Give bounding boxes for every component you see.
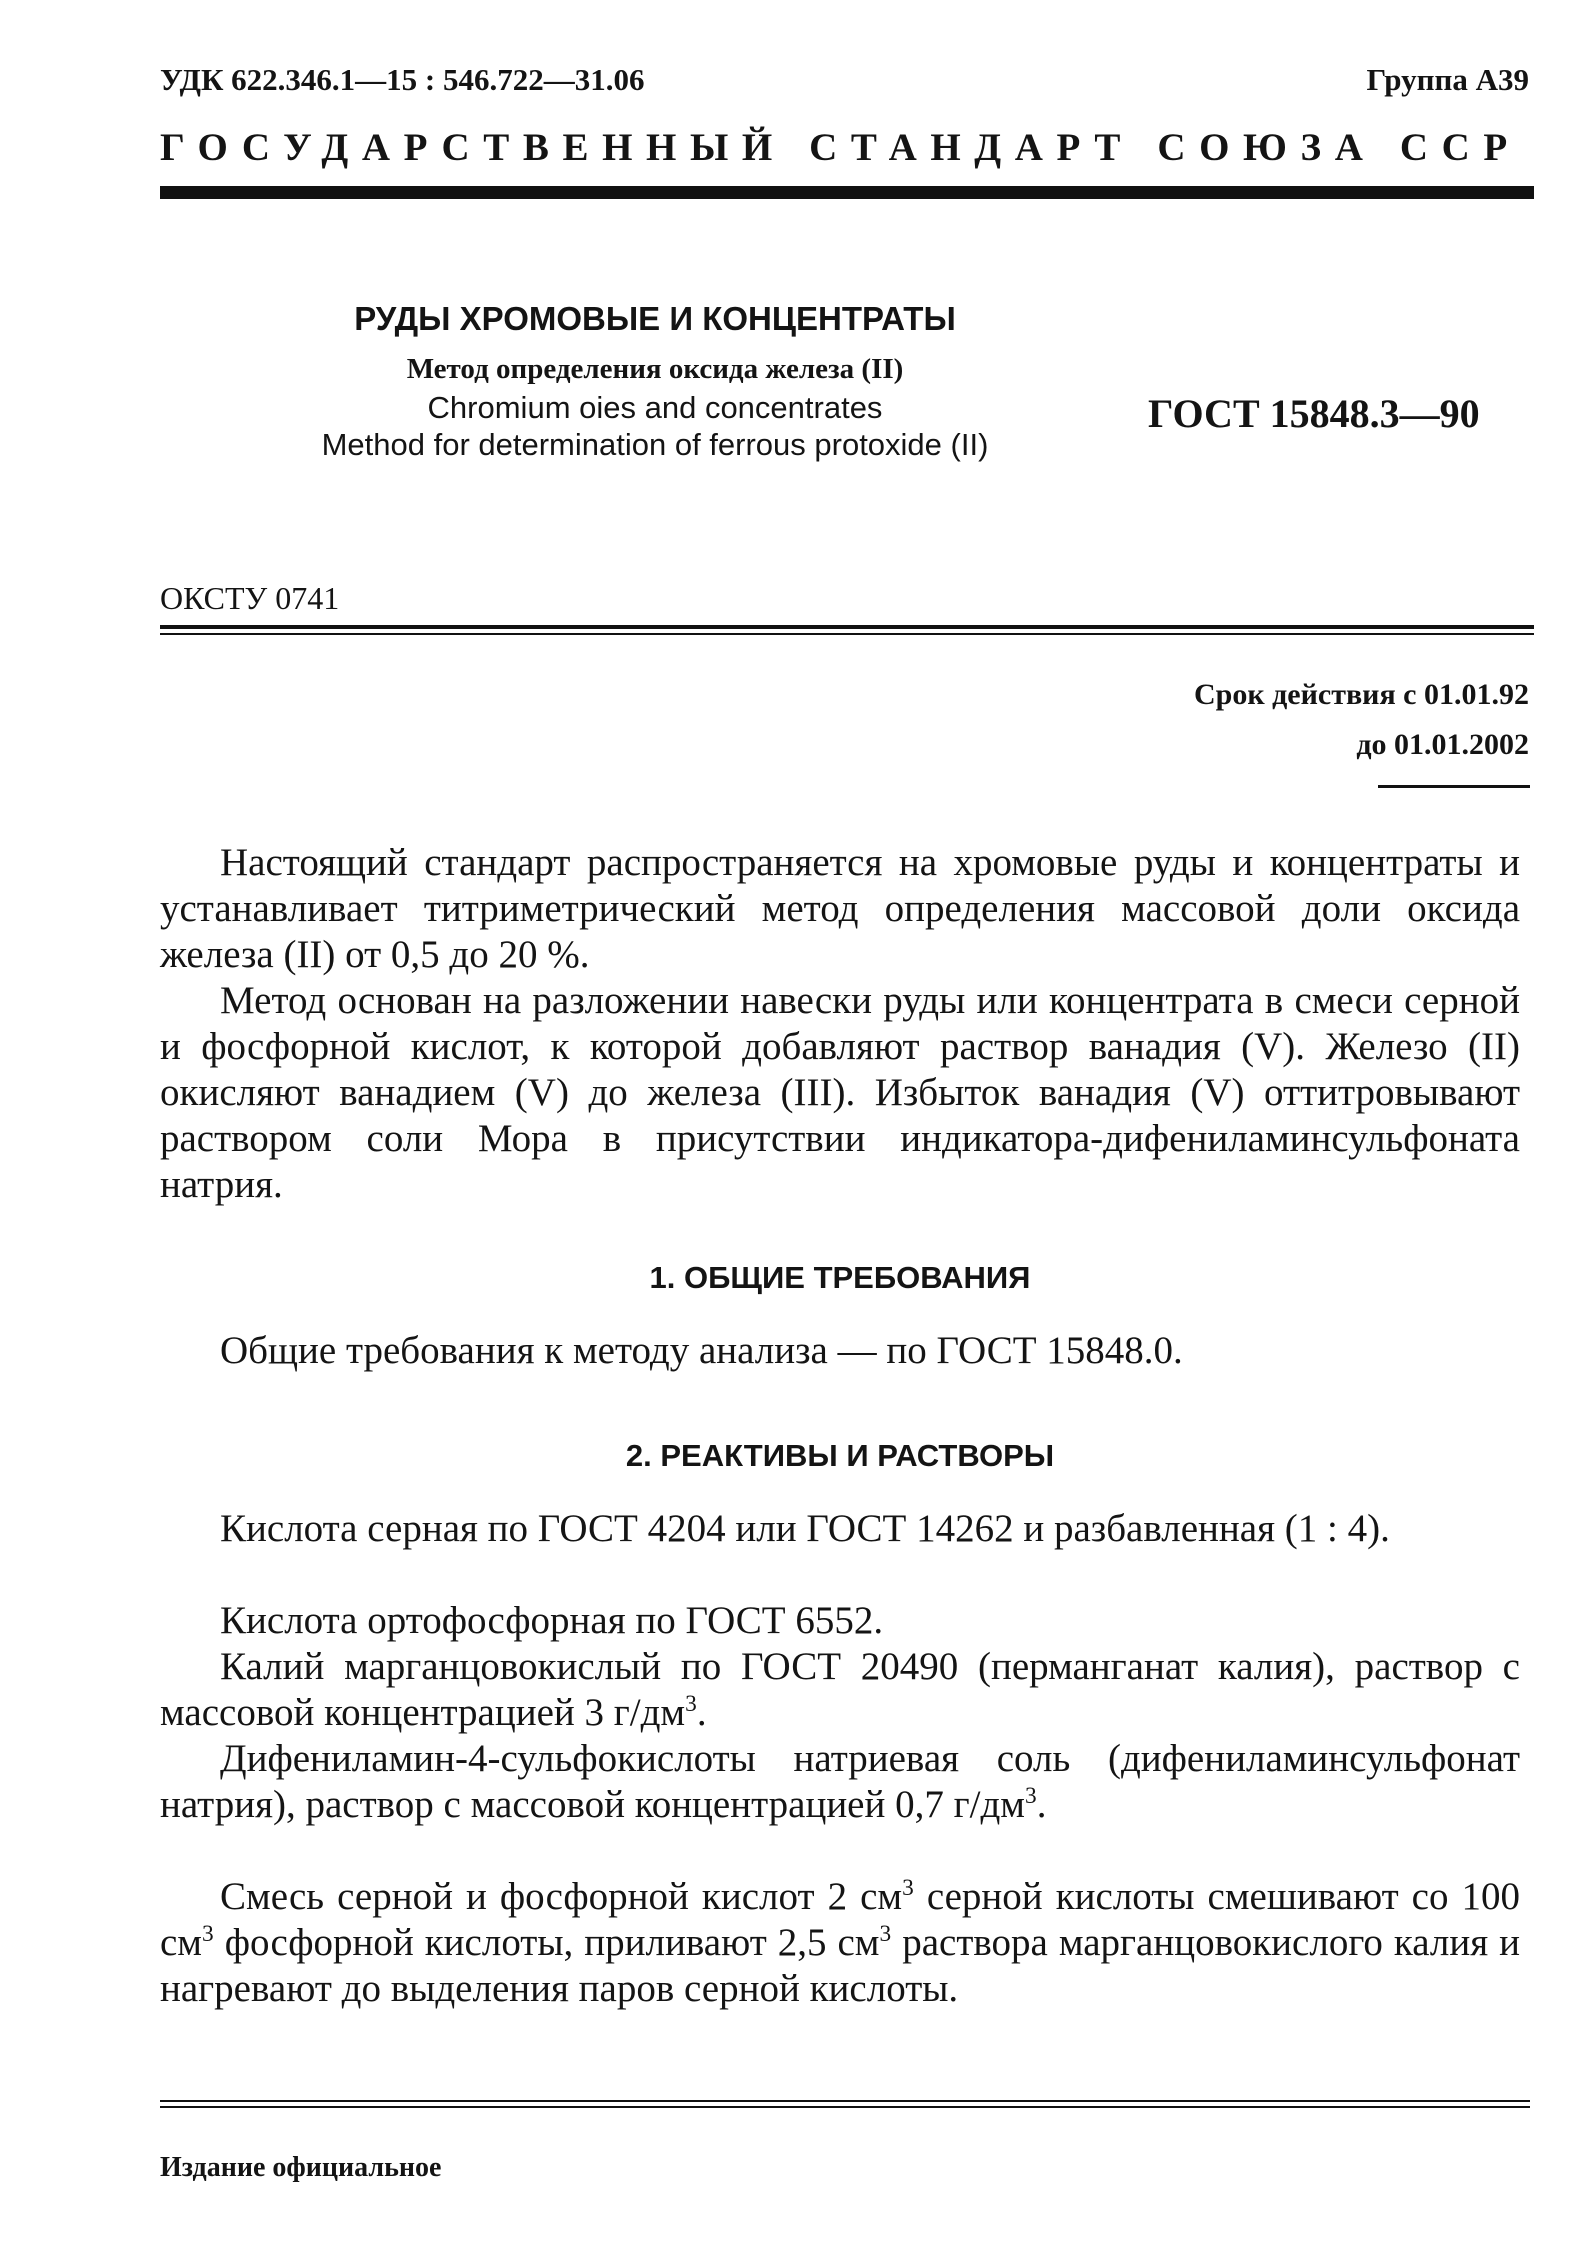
validity-from-label: Срок действия с bbox=[1194, 678, 1417, 711]
validity-to bbox=[1356, 728, 1529, 762]
reagent-phosphoric-acid bbox=[160, 1598, 1520, 1644]
reagent-indicator bbox=[160, 1736, 1520, 1828]
title-ru: РУДЫ ХРОМОВЫЕ И КОНЦЕНТРАТЫ bbox=[354, 300, 956, 337]
superscript: 3 bbox=[879, 1921, 892, 1947]
validity-from bbox=[1194, 678, 1529, 712]
period: . bbox=[1036, 1783, 1047, 1826]
reagent-text-5a: Смесь серной и фосфорной кислот 2 см bbox=[220, 1875, 903, 1918]
group-code: Группа А39 bbox=[1366, 62, 1529, 97]
date-underline bbox=[1378, 785, 1530, 788]
section-1-text: Общие требования к методу анализа — по ГОСТ 15848.0. bbox=[220, 1329, 1183, 1372]
reagent-text-5c: фосфорной кислоты, приливают 2,5 см bbox=[213, 1921, 880, 1964]
section-1-paragraph bbox=[160, 1328, 1520, 1374]
reagent-text-5d: раствора марганцовокислого калия и нагревают до выделения паров серной кислоты. bbox=[160, 1921, 1520, 2010]
title-en-line2: Method for determination of ferrous protoxide (II) bbox=[321, 427, 989, 462]
reagent-permanganate bbox=[160, 1644, 1520, 1736]
okstu-rule-thin bbox=[160, 633, 1534, 635]
superscript: 3 bbox=[902, 1875, 914, 1901]
udk-code: УДК 622.346.1—15 : 546.722—31.06 bbox=[160, 62, 645, 97]
header-rule bbox=[160, 186, 1534, 199]
okstu-code: ОКСТУ 0741 bbox=[160, 580, 340, 616]
reagent-sulfuric-acid bbox=[160, 1506, 1520, 1552]
reagent-text-4: Дифениламин-4-сульфокислоты натриевая соль (дифениламинсульфонат натрия), раствор с массовой концентрацией 0,7 г/дм bbox=[160, 1737, 1520, 1826]
reagent-text-1: Кислота серная по ГОСТ 4204 или ГОСТ 14262 и разбавленная (1 : 4). bbox=[220, 1507, 1390, 1550]
title-block bbox=[260, 297, 1050, 463]
validity-to-date: 01.01.2002 bbox=[1394, 728, 1529, 761]
validity-to-label: до bbox=[1356, 728, 1387, 761]
intro-text-2: Метод основан на разложении навески руды или концентрата в смеси серной и фосфорной кислот, к которой добавляют раствор ванадия (V). Железо (II) окисляют ванадием (V) до железа (III). Избыток ванадия (V) оттитровывают раствором соли Мора в присутствии индикатора-дифениламинсульфоната натрия. bbox=[160, 979, 1520, 1206]
edition-note: Издание официальное bbox=[160, 2152, 442, 2183]
footer-rule-2 bbox=[160, 2106, 1530, 2108]
superscript: 3 bbox=[685, 1691, 697, 1717]
intro-text-1: Настоящий стандарт распространяется на хромовые руды и концентраты и устанавливает титриметрический метод определения массовой доли оксида железа (II) от 0,5 до 20 %. bbox=[160, 841, 1520, 976]
reagent-text-3: Калий марганцовокислый по ГОСТ 20490 (перманганат калия), раствор с массовой концентрацией 3 г/дм bbox=[160, 1645, 1520, 1734]
gost-number: ГОСТ 15848.3—90 bbox=[1148, 391, 1480, 436]
validity-from-date: 01.01.92 bbox=[1424, 678, 1529, 711]
okstu-rule bbox=[160, 625, 1534, 629]
title-method: Метод определения оксида железа (II) bbox=[406, 353, 904, 385]
intro-paragraph-2 bbox=[160, 978, 1520, 1208]
superscript: 3 bbox=[1024, 1783, 1037, 1809]
footer-rule bbox=[160, 2100, 1530, 2102]
reagent-text-2: Кислота ортофосфорная по ГОСТ 6552. bbox=[220, 1599, 884, 1642]
section-1-heading: 1. ОБЩИЕ ТРЕБОВАНИЯ bbox=[649, 1260, 1031, 1295]
reagent-text-5b: серной кислоты смешивают со 100 см bbox=[160, 1875, 1520, 1964]
standard-banner: ГОСУДАРСТВЕННЫЙ СТАНДАРТ СОЮЗА ССР bbox=[160, 126, 1521, 169]
section-2-heading: 2. РЕАКТИВЫ И РАСТВОРЫ bbox=[625, 1438, 1055, 1473]
period: . bbox=[696, 1691, 707, 1734]
intro-paragraph-1 bbox=[160, 840, 1520, 978]
reagent-acid-mixture bbox=[160, 1874, 1520, 2012]
title-en-line1: Chromium oies and concentrates bbox=[427, 390, 883, 425]
superscript: 3 bbox=[202, 1921, 214, 1947]
